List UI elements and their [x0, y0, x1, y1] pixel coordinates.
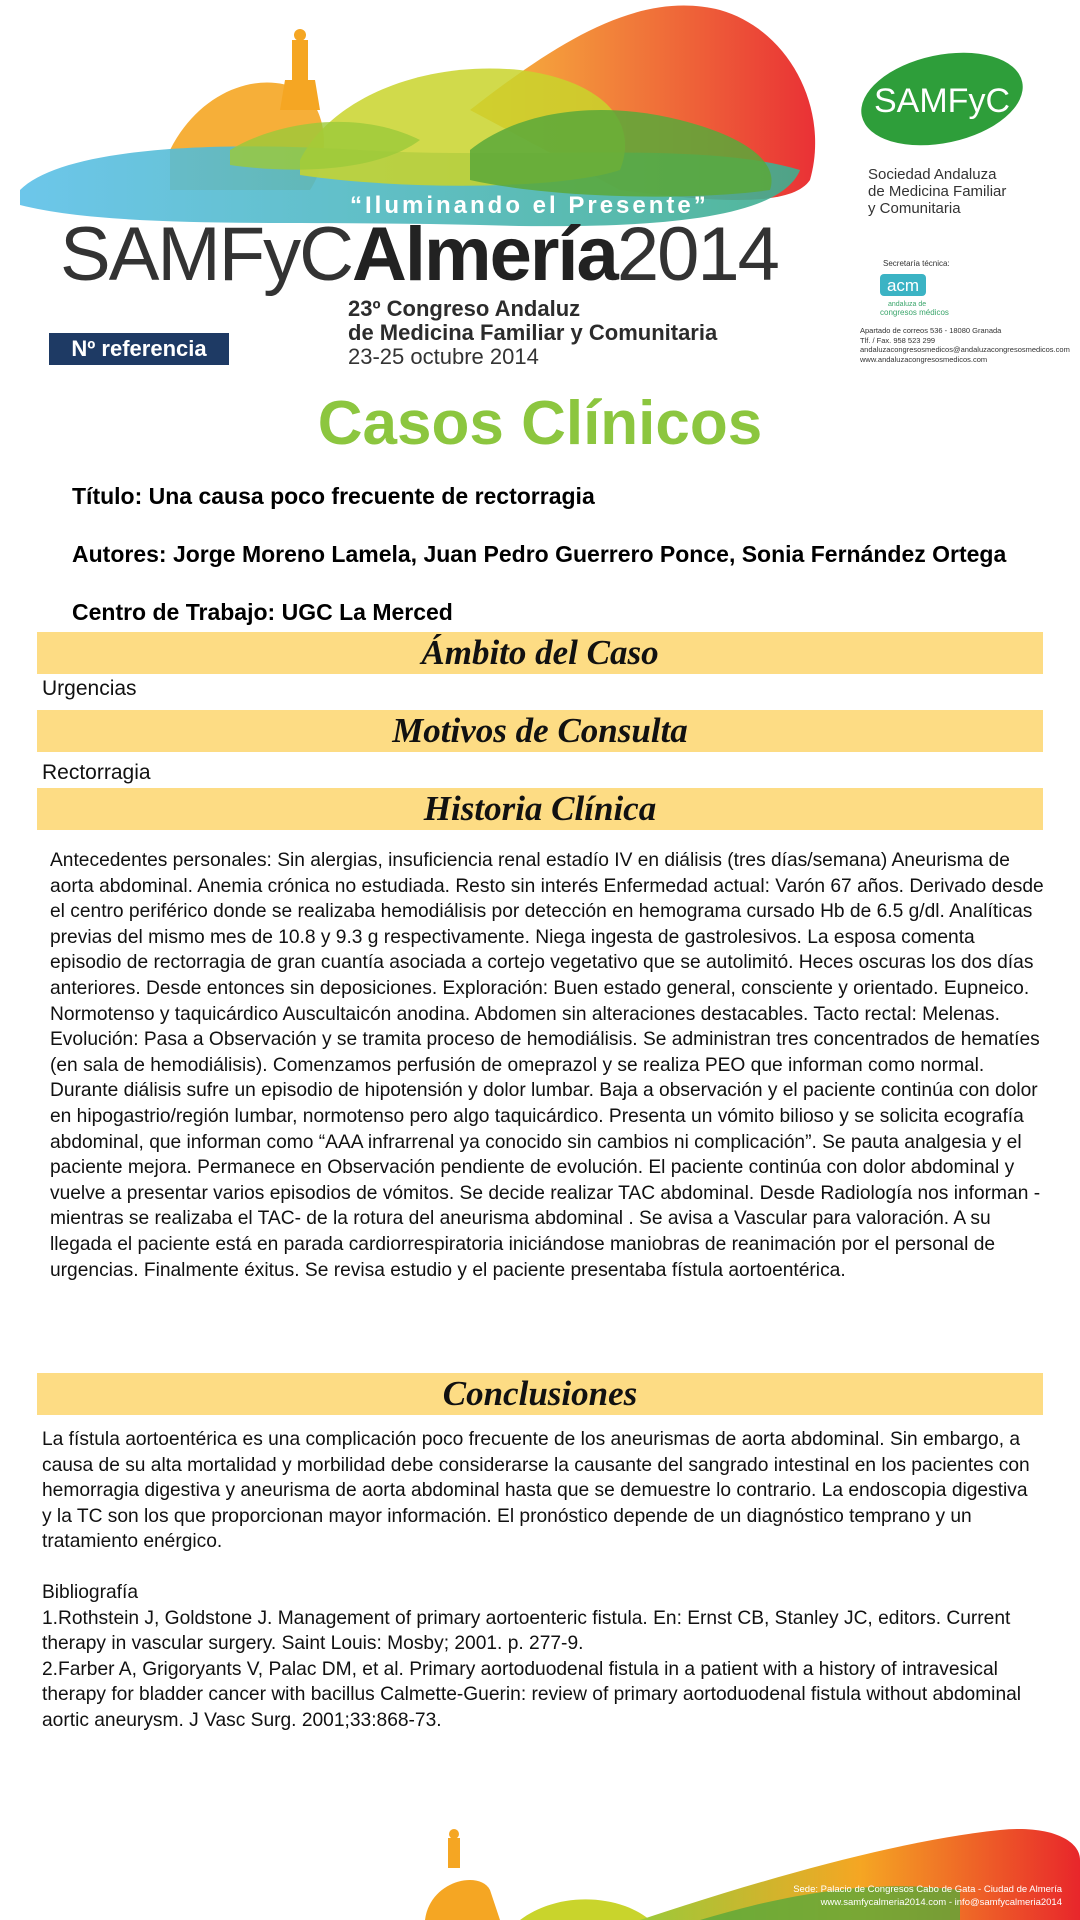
case-workplace: Centro de Trabajo: UGC La Merced [72, 599, 453, 625]
contact-email: andaluzacongresosmedicos@andaluzacongresosmedicos.com [860, 345, 1070, 354]
samfyc-logo [860, 52, 1025, 147]
page-title: Casos Clínicos [317, 389, 763, 458]
acm-logo-text: acm [886, 276, 920, 295]
acm-logo [878, 272, 958, 318]
acm-sub2: congresos médicos [880, 308, 949, 317]
samfyc-logo-text: SAMFyC [874, 82, 1010, 120]
congress-dates: 23-25 octubre 2014 [348, 344, 539, 369]
society-name-line2: de Medicina Familiar [868, 183, 1007, 200]
conclusiones-text [42, 1427, 1042, 1555]
case-title: Título: Una causa poco frecuente de rectorragia [72, 483, 595, 509]
contact-address: Apartado de correos 536 - 18080 Granada [860, 326, 1002, 335]
society-contact [860, 326, 1070, 364]
historia-paragraph: Antecedentes personales: Sin alergias, insuficiencia renal estadío IV en diálisis (tres días/semana) Aneurisma de aorta abdominal. Anemia crónica no estudiada. Resto sin interés Enfermedad actual: Varón 67 años. Derivado desde el centro periférico donde se realizaba hemodiálisis por detección en hemograma cursado Hb de 6.5 g/dl. Analíticas previas del mismo mes de 10.8 y 9.3 g respectivamente. Niega ingesta de gastrolesivos. La esposa comenta episodio de rectorragia de gran cuantía asociada a cortejo vegetativo que se autolimitó. Heces oscuras los dos días anteriores. Desde entonces sin deposiciones. Exploración: Buen estado general, consciente y orientado. Eupneico. Normotenso y taquicárdico Auscultaicón anodina. Abdomen sin alteraciones destacables. Tacto rectal: Melenas. Evolución: Pasa a Observación y se tramita proceso de hemodiálisis. Se administran tres concentrados de hematíes (en sala de hemodiálisis). Comenzamos perfusión de omeprazol y se realiza PEO que informan como normal. Durante diálisis sufre un episodio de hipotensión y dolor lumbar. Baja a observación y el paciente continúa con dolor en hipogastrio/región lumbar, normotenso pero algo taquicárdico. Presenta un vómito bilioso y se solicita ecografía abdominal, que informan como “AAA infrarrenal ya conocido sin cambios ni complicación”. Se pauta analgesia y el paciente mejora. Permanece en Observación pendiente de evolución. El paciente continúa con dolor abdominal y vuelve a presentar varios episodios de vómitos. Se decide realizar TAC abdominal. Desde Radiología nos informan -mientras se realizaba el TAC- de la rotura del aneurisma abdominal . Se avisa a Vascular para valoración. A su llegada el paciente está en parada cardiorrespiratoria iniciándose maniobras de reanimación por el personal de urgencias. Finalmente éxitus. Se revisa estudio y el paciente presentaba fístula aortoentérica. [50, 850, 1044, 1281]
historia-text [50, 848, 1045, 1283]
ambito-text: Urgencias [42, 677, 137, 700]
case-authors: Autores: Jorge Moreno Lamela, Juan Pedro Guerrero Ponce, Sonia Fernández Ortega [72, 541, 1007, 567]
society-name-line3: y Comunitaria [868, 200, 961, 217]
footer-venue: Sede: Palacio de Congresos Cabo de Gata - Ciudad de Almería [793, 1884, 1062, 1895]
congress-title-line2: de Medicina Familiar y Comunitaria [348, 320, 718, 345]
section-heading-historia: Historia Clínica [37, 788, 1043, 830]
section-heading-ambito: Ámbito del Caso [37, 632, 1043, 674]
bibliography-item: 1.Rothstein J, Goldstone J. Management of primary aortoenteric fistula. En: Ernst CB, Stanley JC, editors. Current therapy in vascular surgery. Saint Louis: Mosby; 2001. p. 277-9. [42, 1607, 1011, 1655]
conference-name-year: 2014 [616, 212, 778, 297]
contact-phone: Tlf. / Fax. 958 523 299 [860, 335, 936, 345]
section-heading-motivos: Motivos de Consulta [37, 710, 1043, 752]
acm-sub1: andaluza de [888, 301, 927, 308]
motivos-text: Rectorragia [42, 761, 151, 784]
conference-name-city: Almería [352, 212, 617, 297]
footer-web: www.samfycalmeria2014.com - info@samfycalmeria2014 [820, 1897, 1062, 1908]
society-name-line1: Sociedad Andaluza [868, 166, 997, 183]
conference-name-part: SAMFyC [60, 212, 352, 297]
conclusiones-paragraph: La fístula aortoentérica es una complicación poco frecuente de los aneurismas de aorta abdominal. Sin embargo, a causa de su alta mortalidad y morbilidad debe considerarse la causante del sangrado intestinal en los pacientes con hemorragia digestiva y aneurisma de aorta abdominal hasta que se demuestre lo contrario. La endoscopia digestiva y la TC son los que proporcionan mayor información. El pronóstico depende de un diagnóstico temprano y un tratamiento enérgico. [42, 1429, 1030, 1553]
congress-title-line1: 23º Congreso Andaluz [348, 296, 581, 321]
conference-slogan: “Iluminando el Presente” [350, 192, 709, 219]
society-name [868, 166, 1006, 217]
bibliography-item: 2.Farber A, Grigoryants V, Palac DM, et al. Primary aortoduodenal fistula in a patient with a history of intravesical therapy for bladder cancer with bacillus Calmette-Guerin: review of primary aortoduodenal fistula without abdominal aortic aneurysm. J Vasc Surg. 2001;33:868-73. [42, 1658, 1022, 1731]
section-heading-conclusiones: Conclusiones [37, 1373, 1043, 1415]
contact-web: www.andaluzacongresosmedicos.com [860, 354, 988, 364]
bibliography-heading: Bibliografía [42, 1582, 138, 1603]
conference-name [60, 212, 778, 298]
bibliography [42, 1580, 1042, 1734]
secretaria-label: Secretaría técnica: [883, 259, 950, 268]
reference-badge: Nº referencia [49, 333, 229, 365]
